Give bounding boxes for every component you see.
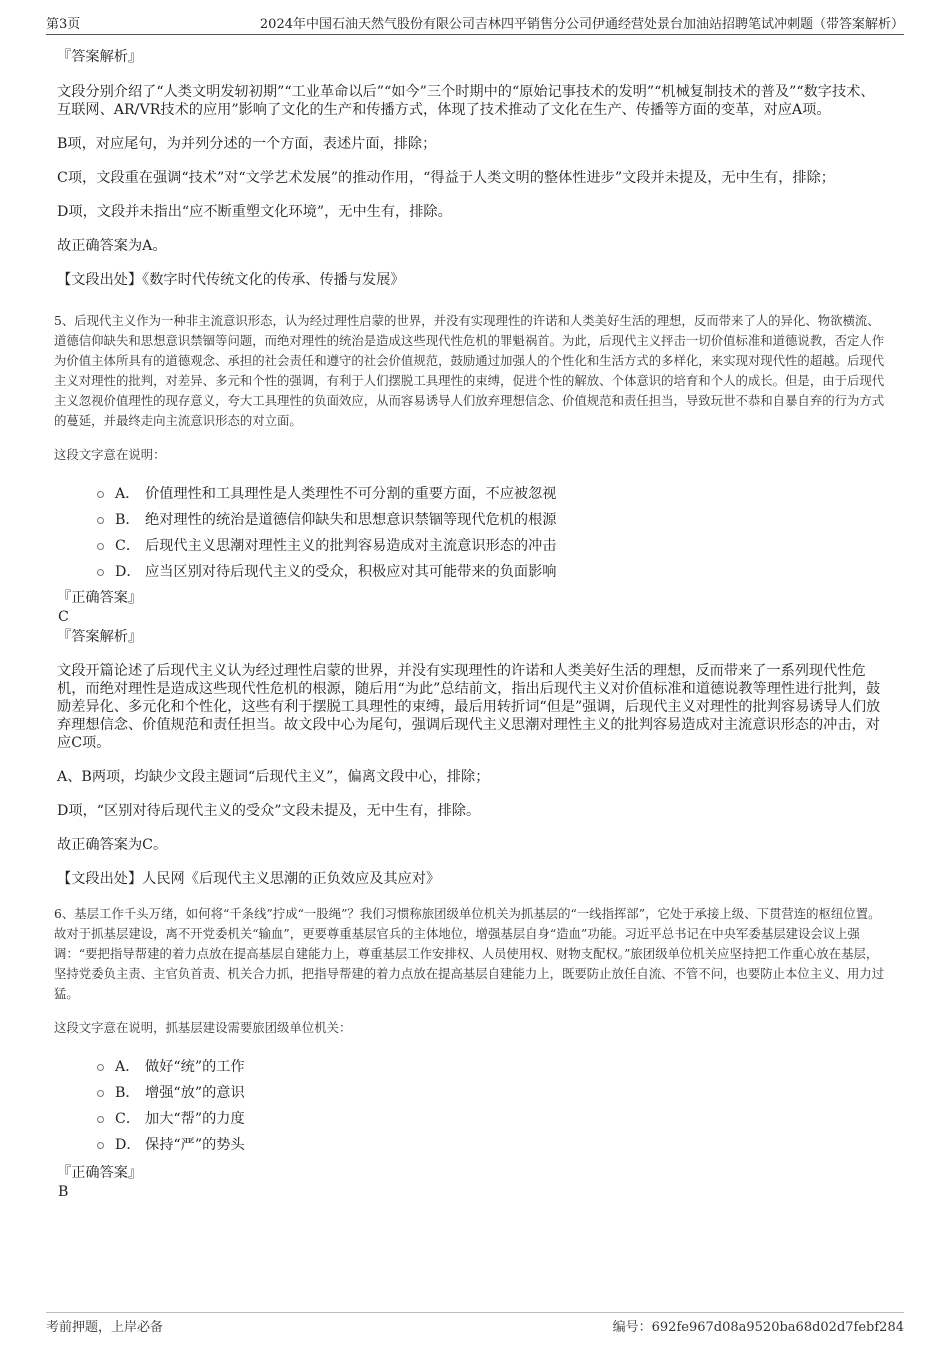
- radio-button-icon[interactable]: [97, 1142, 104, 1149]
- question-6-options: [57, 1054, 887, 1158]
- footer-slogan: 考前押题，上岸必备: [46, 1320, 164, 1335]
- question-5-stem: 5、后现代主义作为一种非主流意识形态，认为经过理性启蒙的世界，并没有实现理性的许诺和人类美好生活的理想，反而带来了人的异化、物欲横流、道德信仰缺失和思想意识禁锢等问题，而绝对理性的统治是造成这些现代性危机的罪魁祸首。为此，后现代主义抨击一切价值标准和道德说教，否定人作为价值主体所具有的道德观念、承担的社会责任和遵守的社会价值规范，鼓励通过加强人的个性化和生活方式的多样化，来实现对现代性的超越。后现代主义对理性的批判，对差异、多元和个性的强调，有利于人们摆脱工具理性的束缚，促进个性的解放、个体意识的培育和个人的成长。但是，由于后现代主义忽视价值理性的现存意义，夸大工具理性的负面效应，从而容易诱导人们放弃理想信念、价值规范和责任担当，导致玩世不恭和自暴自弃的行为方式的蔓延，并最终走向主流意识形态的对立面。: [54, 313, 885, 428]
- page-content: [54, 44, 887, 1201]
- option-c[interactable]: C． 后现代主义思潮对理性主义的批判容易造成对主流意识形态的冲击: [57, 533, 887, 559]
- option-d-analysis: D项，文段并未指出“应不断重塑文化环境”，无中生有，排除。: [57, 204, 452, 220]
- option-c-analysis: C项，文段重在强调“技术”对“文学艺术发展”的推动作用，“得益于人类文明的整体性进步”文段并未提及，无中生有，排除；: [57, 170, 835, 186]
- conclusion: 故正确答案为C。: [57, 837, 168, 853]
- source-citation: 【文段出处】人民网《后现代主义思潮的正负效应及其应对》: [57, 871, 441, 887]
- option-b[interactable]: B． 绝对理性的统治是道德信仰缺失和思想意识禁锢等现代危机的根源: [57, 507, 887, 533]
- option-a[interactable]: A． 做好“统”的工作: [57, 1054, 887, 1080]
- option-d[interactable]: D． 应当区别对待后现代主义的受众，积极应对其可能带来的负面影响: [57, 559, 887, 585]
- radio-button-icon[interactable]: [97, 543, 104, 550]
- option-a[interactable]: A． 价值理性和工具理性是人类理性不可分割的重要方面，不应被忽视: [57, 481, 887, 507]
- correct-answer: C: [58, 609, 69, 625]
- document-title: 2024年中国石油天然气股份有限公司吉林四平销售分公司伊通经营处景台加油站招聘笔试冲刺题（带答案解析）: [259, 17, 904, 32]
- question-6-prompt: 这段文字意在说明，抓基层建设需要旅团级单位机关：: [54, 1020, 352, 1035]
- correct-answer: B: [58, 1184, 69, 1200]
- radio-button-icon[interactable]: [97, 1064, 104, 1071]
- question-6-stem: 6、基层工作千头万绪，如何将“千条线”拧成“一股绳”？我们习惯称旅团级单位机关为抓基层的“一线指挥部”，它处于承接上级、下贯营连的枢纽位置。故对于抓基层建设，离不开党委机关“输血”，更要尊重基层官兵的主体地位，增强基层自身“造血”功能。习近平总书记在中央军委基层建设会议上强调：“要把指导帮建的着力点放在提高基层自建能力上，尊重基层工作安排权、人员使用权、财物支配权。”旅团级单位机关应坚持把工作重心放在基层，坚持党委负主责、主官负首责、机关合力抓，把指导帮建的着力点放在提高基层自建能力上，既要防止放任自流、不管不问，也要防止本位主义、用力过猛。: [54, 906, 885, 1001]
- radio-button-icon[interactable]: [97, 569, 104, 576]
- option-ab-analysis: A、B两项，均缺少文段主题词“后现代主义”，偏离文段中心，排除；: [57, 769, 490, 785]
- analysis-label: 『答案解析』: [57, 49, 143, 65]
- source-citation: 【文段出处】《数字时代传统文化的传承、传播与发展》: [57, 272, 405, 288]
- option-d-analysis: D项，“区别对待后现代主义的受众”文段未提及，无中生有，排除。: [57, 803, 481, 819]
- radio-button-icon[interactable]: [97, 517, 104, 524]
- correct-answer-label: 『正确答案』: [57, 1165, 143, 1181]
- option-c[interactable]: C． 加大“帮”的力度: [57, 1106, 887, 1132]
- analysis-label: 『答案解析』: [57, 629, 143, 645]
- question-5-options: [57, 481, 887, 585]
- radio-button-icon[interactable]: [97, 1090, 104, 1097]
- option-b-analysis: B项，对应尾句，为并列分述的一个方面，表述片面，排除；: [57, 136, 437, 152]
- option-d[interactable]: D． 保持“严”的势头: [57, 1132, 887, 1158]
- analysis-text: 文段开篇论述了后现代主义认为经过理性启蒙的世界，并没有实现理性的许诺和人类美好生活的理想，反而带来了一系列现代性危机，而绝对理性是造成这些现代性危机的根源，随后用“为此”总结前文，指出后现代主义对价值标准和道德说教等理性进行批判，鼓励差异化、多元化和个性化，这些有利于摆脱工具理性的束缚，最后用转折词“但是”强调，后现代主义对理性的批判容易诱导人们放弃理想信念、价值规范和责任担当。故文段中心为尾句，强调后现代主义思潮对理性主义的批判容易造成对主流意识形态的冲击，对应C项。: [57, 663, 881, 751]
- question-5-prompt: 这段文字意在说明：: [54, 447, 166, 462]
- page-number: 第3页: [46, 17, 81, 32]
- analysis-text: 文段分别介绍了“人类文明发轫初期”“工业革命以后”“如今”三个时期中的“原始记事技术的发明”“机械复制技术的普及”“数字技术、互联网、AR/VR技术的应用”影响了文化的生产和传播方式，体现了技术推动了文化在生产、传播等方面的变革，对应A项。: [57, 84, 875, 118]
- page-header: [46, 12, 904, 35]
- conclusion: 故正确答案为A。: [57, 238, 167, 254]
- correct-answer-label: 『正确答案』: [57, 590, 143, 606]
- radio-button-icon[interactable]: [97, 491, 104, 498]
- document-id: 编号：692fe967d08a9520ba68d02d7febf284: [612, 1320, 904, 1335]
- page-footer: [46, 1312, 904, 1335]
- radio-button-icon[interactable]: [97, 1116, 104, 1123]
- option-b[interactable]: B． 增强“放”的意识: [57, 1080, 887, 1106]
